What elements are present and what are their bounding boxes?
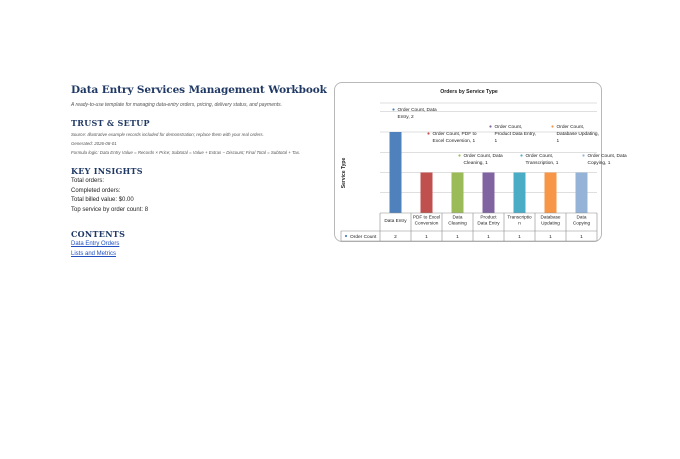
bar-3: [483, 173, 495, 214]
data-label-3-2: 1: [494, 139, 498, 144]
workbook-title: Data Entry Services Management Workbook: [71, 84, 327, 96]
data-label-5-1: Database Updating,: [556, 132, 599, 137]
data-label-3-1: Product Data Entry,: [494, 132, 537, 137]
category-label-1-0: PDF to Excel: [412, 214, 441, 220]
insights-heading: KEY INSIGHTS: [71, 166, 143, 176]
category-label-0-0: Data Entry: [384, 218, 407, 223]
category-label-5-1: Updating: [541, 220, 560, 226]
data-label-1-0: Order Count, PDF to: [432, 132, 477, 137]
data-label-3-0: Order Count,: [494, 125, 523, 130]
category-label-3-0: Product: [480, 214, 497, 220]
data-label-0-1: Entry, 2: [397, 115, 414, 120]
category-label-2-1: Cleaning: [448, 220, 467, 226]
data-label-marker-4: [520, 154, 522, 156]
y-axis-label: Service Type: [341, 157, 347, 189]
bar-5: [545, 173, 557, 214]
chart-canvas: [335, 83, 627, 243]
orders-chart[interactable]: [334, 82, 627, 242]
formula-note: Formula logic: Data Entry Value = Records × Price; Subtotal = Value + Extras − Discount; Final Total = Subtotal + Tax.: [71, 150, 301, 155]
total-billed-value: Total billed value: $0.00: [71, 197, 134, 203]
data-label-marker-2: [458, 154, 460, 156]
data-label-4-1: Transcription, 1: [525, 161, 559, 166]
category-label-4-1: n: [518, 220, 521, 226]
data-label-6-0: Order Count, Data: [587, 154, 627, 159]
bar-1: [421, 173, 433, 214]
data-label-5-2: 1: [556, 139, 560, 144]
data-label-marker-1: [427, 132, 429, 134]
contents-heading: CONTENTS: [71, 229, 126, 239]
bar-2: [452, 173, 464, 214]
data-label-2-0: Order Count, Data: [463, 154, 503, 159]
legend-series-name: Order Count: [350, 234, 377, 240]
data-label-4-0: Order Count,: [525, 154, 554, 159]
category-label-3-1: Data Entry: [477, 220, 500, 226]
workbook-subtitle: A ready-to-use template for managing data-entry orders, pricing, delivery status, and payments.: [71, 102, 283, 108]
data-label-marker-0: [392, 108, 394, 110]
top-service: Top service by order count: 8: [71, 206, 149, 213]
trust-heading: TRUST & SETUP: [71, 118, 150, 128]
table-value-4: 1: [518, 234, 521, 240]
legend-key: [345, 235, 347, 237]
table-value-0: 2: [394, 234, 397, 240]
bar-6: [576, 173, 588, 214]
bar-0: [390, 132, 402, 213]
category-label-1-1: Conversion: [414, 220, 439, 226]
category-label-4-0: Transcriptio: [507, 214, 532, 220]
data-label-6-1: Copying, 1: [587, 161, 611, 166]
table-value-2: 1: [456, 234, 459, 240]
data-label-0-0: Order Count, Data: [397, 108, 437, 113]
data-label-marker-6: [582, 154, 584, 156]
table-value-6: 1: [580, 234, 583, 240]
category-label-6-1: Copying: [572, 220, 591, 226]
completed-orders: Completed orders:: [71, 187, 121, 194]
table-value-3: 1: [487, 234, 490, 240]
table-value-5: 1: [549, 234, 552, 240]
data-label-2-1: Cleaning, 1: [463, 161, 488, 166]
table-value-1: 1: [425, 234, 428, 240]
link-lists-and-metrics[interactable]: Lists and Metrics: [71, 250, 117, 257]
category-label-6-0: Data: [576, 214, 587, 220]
total-orders: Total orders:: [71, 178, 105, 184]
chart-title: Orders by Service Type: [440, 89, 498, 95]
category-label-2-0: Data: [452, 214, 463, 220]
link-data-entry-orders[interactable]: Data Entry Orders: [71, 241, 120, 247]
source-note: Source: Illustrative example records included for demonstration; replace them with your real orders.: [71, 132, 264, 137]
data-label-marker-5: [551, 125, 553, 127]
generated-note: Generated: 2026-08-01: [71, 141, 117, 146]
bar-4: [514, 173, 526, 214]
data-label-1-1: Excel Conversion, 1: [432, 139, 476, 144]
category-label-5-0: Database: [540, 214, 561, 220]
data-label-5-0: Order Count,: [556, 125, 585, 130]
data-label-marker-3: [489, 125, 491, 127]
summary-sheet: [71, 84, 331, 259]
